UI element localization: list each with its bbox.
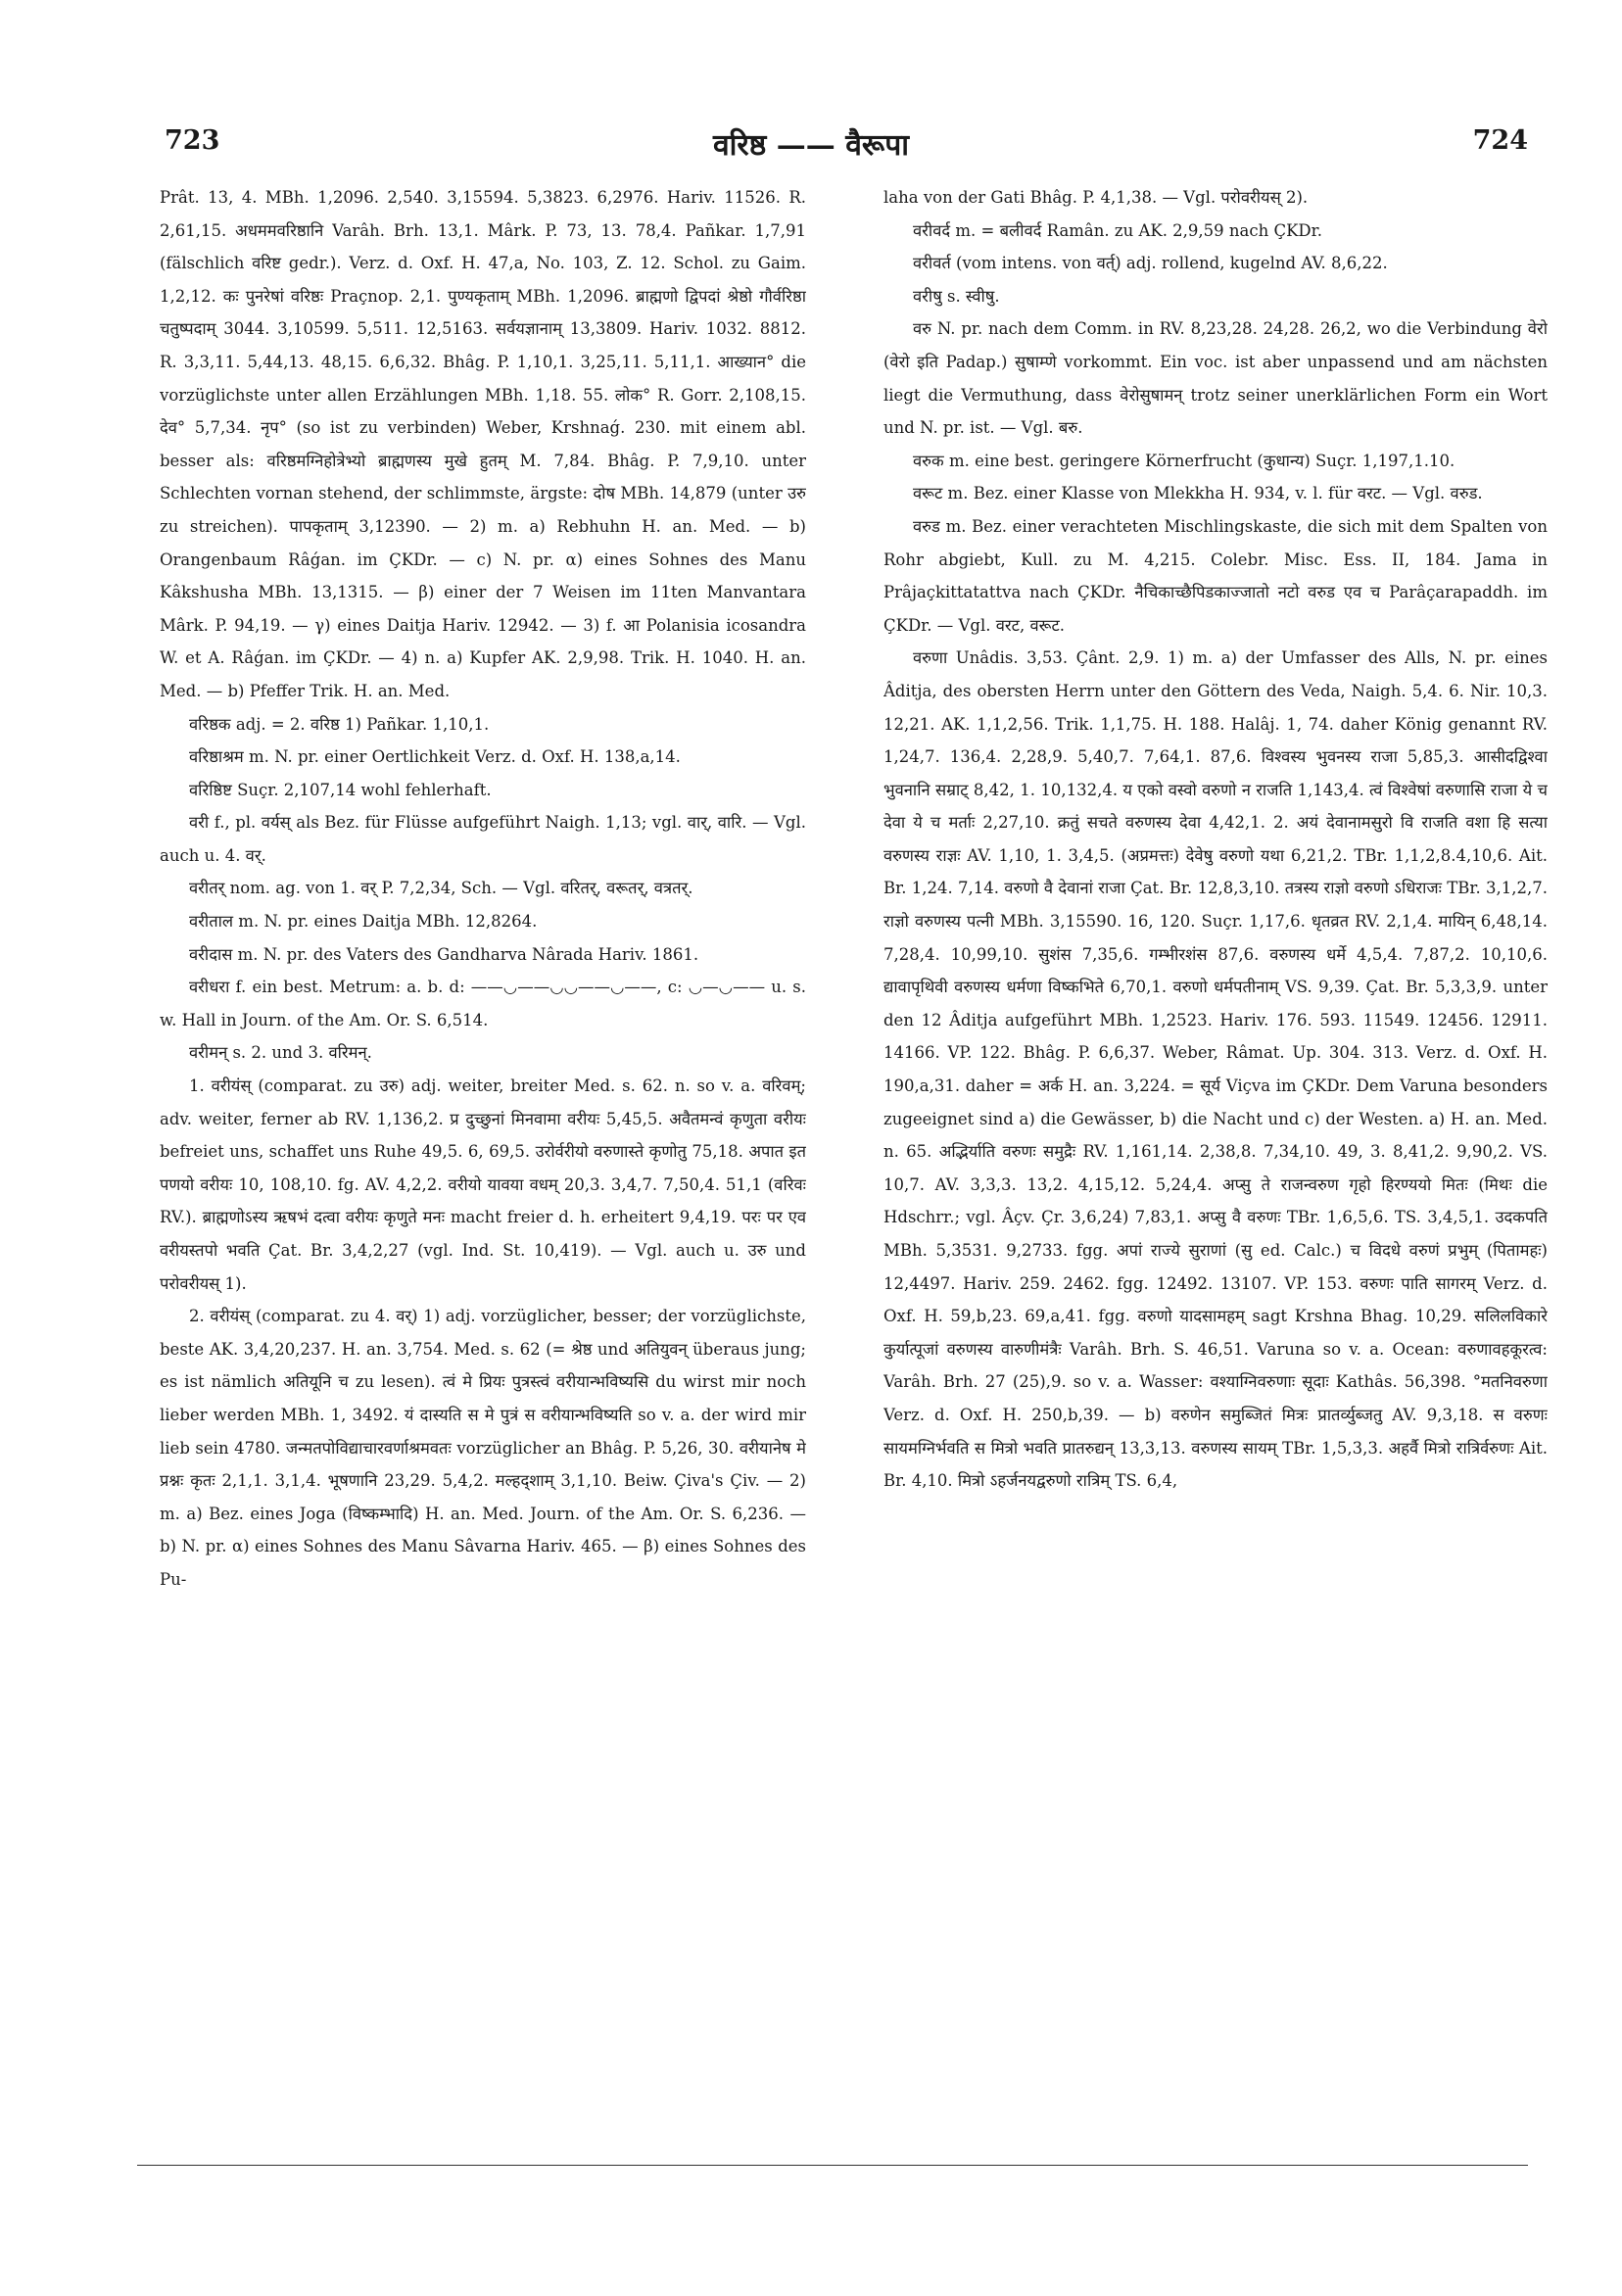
page-header-title: वरिष्ठ —— वैरूपा xyxy=(712,128,910,163)
page-number-left: 723 xyxy=(165,125,220,156)
page-number-right: 724 xyxy=(1472,125,1528,156)
entry: वरीवर्द m. = बलीवर्द Ramân. zu AK. 2,9,59 nach ÇKDr. xyxy=(913,220,1322,240)
entry: वरीवर्त (vom intens. von वर्त्) adj. rollend, kugelnd AV. 8,6,22. xyxy=(913,254,1388,273)
entry: वरुक m. eine best. geringere Körnerfrucht (कुधान्य) Suçr. 1,197,1.10. xyxy=(913,451,1455,470)
entry: वरी f., pl. वर्यस् als Bez. für Flüsse aufgeführt Naigh. 1,13; vgl. वार्, वारि. — Vgl. auch u. 4. वर्. xyxy=(160,813,806,865)
entry: वरीदास m. N. pr. des Vaters des Gandharva Nârada Hariv. 1861. xyxy=(189,944,699,964)
left-column xyxy=(160,181,806,1993)
entry: वरुणा Unâdis. 3,53. Çânt. 2,9. 1) m. a) der Umfasser des Alls, N. pr. eines Âditja, des obersten Herrn unter den Göttern des Veda, Naigh. 5,4. 6. Nir. 10,3. 12,21. AK. 1,1,2,56. Trik. 1,1,75. H. 188. Halâj. 1, 74. daher König genannt RV. 1,24,7. 136,4. 2,28,9. 5,40,7. 7,64,1. 87,6. विश्वस्य भुवनस्य राजा 5,85,3. आसीदद्विश्वा भुवनानि सम्राट् 8,42, 1. 10,132,4. य एको वस्वो वरुणो न राजति 1,143,4. त्वं विश्वेषां वरुणासि राजा ये च देवा ये च मर्ताः 2,27,10. क्रतुं सचते वरुणस्य देवा 4,42,1. 2. अयं देवानामसुरो वि राजति वशा हि सत्या वरुणस्य राज्ञः AV. 1,10, 1. 3,4,5. (अप्रमत्तः) देवेषु वरुणो यथा 6,21,2. TBr. 1,1,2,8.4,10,6. Ait. Br. 1,24. 7,14. वरुणो वै देवानां राजा Çat. Br. 12,8,3,10. तत्रस्य राज्ञो वरुणो ऽधिराजः TBr. 3,1,2,7. राज्ञो वरुणस्य पत्नी MBh. 3,15590. 16, 120. Suçr. 1,17,6. धृतव्रत RV. 2,1,4. मायिन् 6,48,14. 7,28,4. 10,99,10. सुशंस 7,35,6. गम्भीरशंस 87,6. वरुणस्य धर्मे 4,5,4. 7,87,2. 10,10,6. द्यावापृथिवी वरुणस्य धर्मणा विष्कभिते 6,70,1. वरुणो धर्मपतीनाम् VS. 9,39. Çat. Br. 5,3,3,9. unter den 12 Âditja aufgeführt MBh. 1,2523. Hariv. 176. 593. 11549. 12456. 12911. 14166. VP. 122. Bhâg. P. 6,6,37. Weber, Râmat. Up. 304. 313. Verz. d. Oxf. H. 190,a,31. daher = अर्क H. an. 3,224. = सूर्य Viçva im ÇKDr. Dem Varuna besonders zugeeignet sind a) die Gewässer, b) die Nacht und c) der Westen. a) H. an. Med. n. 65. अद्भिर्याति वरुणः समुद्रैः RV. 1,161,14. 2,38,8. 7,34,10. 49, 3. 8,41,2. 9,90,2. VS. 10,7. AV. 3,3,3. 13,2. 4,15,12. 5,24,4. अप्सु ते राजन्वरुण गृहो हिरण्ययो मितः (मिथः die Hdschrr.; vgl. Âçv. Çr. 3,6,24) 7,83,1. अप्सु वै वरुणः TBr. 1,6,5,6. TS. 3,4,5,1. उदकपति MBh. 5,3531. 9,2733. fgg. अपां राज्ये सुराणां (सु ed. Calc.) च विदधे वरुणं प्रभुम् (पितामहः) 12,4497. Hariv. 259. 2462. fgg. 12492. 13107. VP. 153. वरुणः पाति सागरम् Verz. d. Oxf. H. 59,b,23. 69,a,41. fgg. वरुणो यादसामहम् sagt Krshna Bhag. 10,29. सलिलविकारे कुर्यात्पूजां वरुणस्य वारुणीमंत्रैः Varâh. Brh. S. 46,51. Varuna so v. a. Ocean: वरुणावहकूरत्व: Varâh. Brh. 27 (25),9. so v. a. Wasser: वश्याग्निवरुणाः सूदाः Kathâs. 56,398. °मतनिवरुणा Verz. d. Oxf. H. 250,b,39. — b) वरुणेन समुब्जितं मित्रः प्रातर्व्युब्जतु AV. 9,3,18. स वरुणः सायमग्निर्भवति स मित्रो भवति प्रातरुद्यन् 13,3,13. वरुणस्य सायम् TBr. 1,5,3,3. अहर्वै मित्रो रात्रिर्वरुणः Ait. Br. 4,10. मित्रो ऽहर्जनयद्वरुणो रात्रिम् TS. 6,4, xyxy=(883,648,1548,1491)
entry: वरूट m. Bez. einer Klasse von Mlekkha H. 934, v. l. für वरट. — Vgl. वरुड. xyxy=(913,484,1483,503)
entry: वरिष्ठिष्ट Suçr. 2,107,14 wohl fehlerhaft. xyxy=(189,780,492,799)
right-column xyxy=(883,181,1548,1993)
entry: वरुड m. Bez. einer verachteten Mischlingskaste, die sich mit dem Spalten von Rohr abgiebt, Kull. zu M. 4,215. Colebr. Misc. Ess. II, 184. Jama in Prâjaçkittatattva nach ÇKDr. नैचिकाच्छैपिडकाज्जातो नटो वरुड एव च Parâçarapaddh. im ÇKDr. — Vgl. वरट, वरूट. xyxy=(883,516,1548,635)
entry: वरिष्ठक adj. = 2. वरिष्ठ 1) Pañkar. 1,10,1. xyxy=(189,714,490,734)
entry: वरीधरा f. ein best. Metrum: a. b. d: ——◡——◡◡——◡——, c: ◡—◡—— u. s. w. Hall in Journ. of the Am. Or. S. 6,514. xyxy=(160,978,806,1029)
entry: वरीतर् nom. ag. von 1. वर् P. 7,2,34, Sch. — Vgl. वरितर्, वरूतर्, वत्रतर्. xyxy=(189,879,693,898)
entry: laha von der Gati Bhâg. P. 4,1,38. — Vgl. परोवरीयस् 2). xyxy=(883,188,1309,207)
footer-rule xyxy=(137,2165,1528,2166)
entry: 1. वरीयंस् (comparat. zu उरु) adj. weiter, breiter Med. s. 62. n. so v. a. वरिवम्; adv. weiter, ferner ab RV. 1,136,2. प्र दुच्छुनां मिनवामा वरीयः 5,45,5. अवैतमन्वं कृणुता वरीयः befreiet uns, schaffet uns Ruhe 49,5. 6, 69,5. उरोर्वरीयो वरुणास्ते कृणोतु 75,18. अपात इत पणयो वरीयः 10, 108,10. fg. AV. 4,2,2. वरीयो यावया वधम् 20,3. 3,4,7. 7,50,4. 51,1 (वरिवः RV.). ब्राह्मणोऽस्य ऋषभं दत्वा वरीयः कृणुते मनः macht freier d. h. erheitert 9,4,19. परः पर एव वरीयस्तपो भवति Çat. Br. 3,4,2,27 (vgl. Ind. St. 10,419). — Vgl. auch u. उरु und परोवरीयस् 1). xyxy=(160,1076,806,1293)
entry: वरु N. pr. nach dem Comm. in RV. 8,23,28. 24,28. 26,2, wo die Verbindung वेरो (वेरो इति Padap.) सुषाम्णे vorkommt. Ein voc. ist aber unpassend und am nächsten liegt die Vermuthung, dass वेरोसुषामन् trotz seiner unerklärlichen Form ein Wort und N. pr. ist. — Vgl. बरु. xyxy=(883,319,1548,438)
entry: वरीमन् s. 2. und 3. वरिमन्. xyxy=(189,1043,372,1063)
entry: 2. वरीयंस् (comparat. zu 4. वर्) 1) adj. vorzüglicher, besser; der vorzüglichste, beste AK. 3,4,20,237. H. an. 3,754. Med. s. 62 (= श्रेष्ठ und अतियुवन् überaus jung; es ist nämlich अतियूनि च zu lesen). त्वं मे प्रियः पुत्रस्त्वं वरीयान्भविष्यसि du wirst mir noch lieber werden MBh. 1, 3492. यं दास्यति स मे पुत्रं स वरीयान्भविष्यति so v. a. der wird mir lieb sein 4780. जन्मतपोविद्याचारवर्णाश्रमवतः vorzüglicher an Bhâg. P. 5,26, 30. वरीयानेष मे प्रश्नः कृतः 2,1,1. 3,1,4. भूषणानि 23,29. 5,4,2. मल्हद्शाम् 3,1,10. Beiw. Çiva's Çiv. — 2) m. a) Bez. eines Joga (विष्कम्भादि) H. an. Med. Journ. of the Am. Or. S. 6,236. — b) N. pr. α) eines Sohnes des Manu Sâvarna Hariv. 465. — β) eines Sohnes des Pu- xyxy=(160,1307,806,1589)
entry: वरिष्ठाश्रम m. N. pr. einer Oertlichkeit Verz. d. Oxf. H. 138,a,14. xyxy=(189,747,681,767)
entry: वरीषु s. स्वीषु. xyxy=(913,286,1000,306)
entry: Prât. 13, 4. MBh. 1,2096. 2,540. 3,15594. 5,3823. 6,2976. Hariv. 11526. R. 2,61,15. अधममवरिष्ठानि Varâh. Brh. 13,1. Mârk. P. 73, 13. 78,4. Pañkar. 1,7,91 (fälschlich वरिष्ट gedr.). Verz. d. Oxf. H. 47,a, No. 103, Z. 12. Schol. zu Gaim. 1,2,12. कः पुनरेषां वरिष्ठः Praçnop. 2,1. पुण्यकृताम् MBh. 1,2096. ब्राह्मणो द्विपदां श्रेष्ठो गौर्वरिष्ठा चतुष्पदाम् 3044. 3,10599. 5,511. 12,5163. सर्वयज्ञानाम् 13,3809. Hariv. 1032. 8812. R. 3,3,11. 5,44,13. 48,15. 6,6,32. Bhâg. P. 1,10,1. 3,25,11. 5,11,1. आख्यान° die vorzüglichste unter allen Erzählungen MBh. 1,18. 55. लोक° R. Gorr. 2,108,15. देव° 5,7,34. नृप° (so ist zu verbinden) Weber, Krshnaǵ. 230. mit einem abl. besser als: वरिष्ठमग्निहोत्रेभ्यो ब्राह्मणस्य मुखे हुतम् M. 7,84. Bhâg. P. 7,9,10. unter Schlechten vornan stehend, der schlimmste, ärgste: दोष MBh. 14,879 (unter उरु zu streichen). पापकृताम् 3,12390. — 2) m. a) Rebhuhn H. an. Med. — b) Orangenbaum Râǵan. im ÇKDr. — c) N. pr. α) eines Sohnes des Manu Kâkshusha MBh. 13,1315. — β) einer der 7 Weisen im 11ten Manvantara Mârk. P. 94,19. — γ) eines Daitja Hariv. 12942. — 3) f. आ Polanisia icosandra W. et A. Râǵan. im ÇKDr. — 4) n. a) Kupfer AK. 2,9,98. Trik. H. 1040. H. an. Med. — b) Pfeffer Trik. H. an. Med. xyxy=(160,188,806,700)
entry: वरीताल m. N. pr. eines Daitja MBh. 12,8264. xyxy=(189,912,538,932)
